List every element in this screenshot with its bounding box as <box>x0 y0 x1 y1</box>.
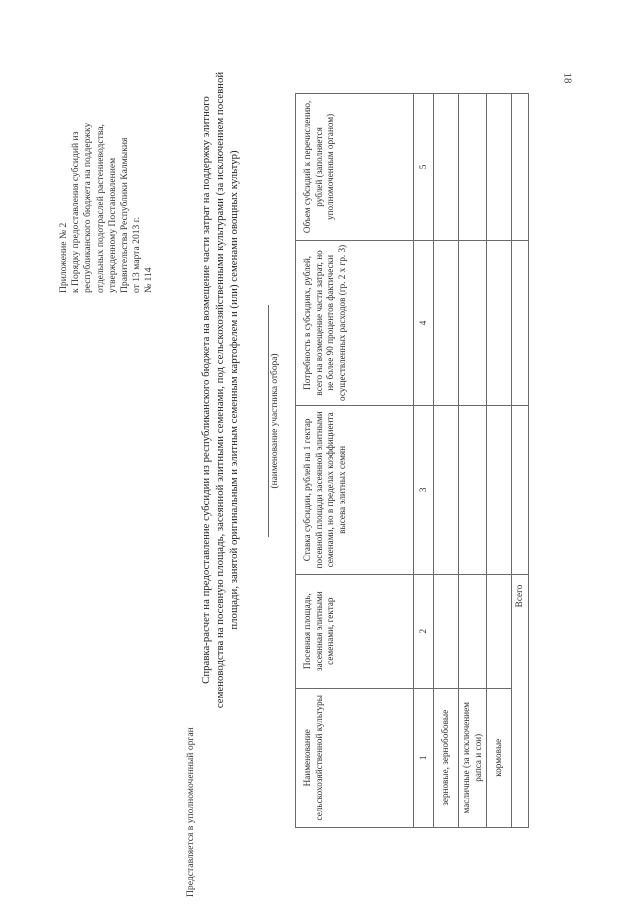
appendix-line: республиканского бюджета на поддержку <box>82 122 94 293</box>
table-row <box>434 94 459 828</box>
column-header-crop: Наименование сельскохозяйственной культуры <box>296 688 414 827</box>
column-header-transfer: Объем субсидий к перечислению, рублей (заполняется уполномоченным органом) <box>296 94 414 241</box>
column-header-area: Посевная площадь, засеянная элитными семенами, гектар <box>296 574 414 688</box>
empty-cell <box>459 574 487 688</box>
empty-cell <box>487 574 512 688</box>
empty-cell <box>487 94 512 241</box>
table-header-row <box>296 94 414 828</box>
appendix-line: Приложение № 2 <box>58 222 69 293</box>
appendix-line: от 13 марта 2013 г. <box>131 217 143 293</box>
empty-cell <box>459 405 487 574</box>
empty-cell <box>487 240 512 405</box>
crop-name-cell: масличные (за исключением рапса и сои) <box>459 688 487 827</box>
empty-cell <box>512 240 529 405</box>
empty-cell <box>434 405 459 574</box>
appendix-note <box>58 33 156 293</box>
document-title <box>200 5 241 775</box>
column-number: 3 <box>414 405 434 574</box>
column-numbers-row <box>414 94 434 828</box>
empty-cell <box>512 405 529 574</box>
total-row <box>512 94 529 828</box>
column-header-need: Потребность в субсидиях, рублей, всего на возмещение части затрат, но не более 90 процентов фактически осуществленных расходов (гр. 2 х гр. 3) <box>296 240 414 405</box>
crop-name-cell: зерновые, зернобобовые <box>434 688 459 827</box>
empty-cell <box>512 94 529 241</box>
empty-cell <box>434 240 459 405</box>
participant-caption: (наименование участника отбора) <box>270 353 280 489</box>
calculation-table <box>295 93 529 828</box>
column-number: 2 <box>414 574 434 688</box>
empty-cell <box>434 574 459 688</box>
column-header-rate: Ставка субсидии, рублей на 1 гектар посевной площади засеянной элитными семенами, но в пределах коэффициента высева элитных семян <box>296 405 414 574</box>
appendix-line: № 114 <box>143 267 155 293</box>
column-number: 1 <box>414 688 434 827</box>
empty-cell <box>459 94 487 241</box>
total-label: Всего <box>512 574 529 827</box>
appendix-line: Правительства Республики Калмыкия <box>119 137 131 293</box>
participant-name-line <box>268 305 269 537</box>
empty-cell <box>459 240 487 405</box>
appendix-line: к Порядку предоставления субсидий из <box>70 131 82 293</box>
empty-cell <box>487 405 512 574</box>
appendix-line: отдельных подотраслей растениеводства, <box>94 124 106 293</box>
crop-name-cell: кормовые <box>487 688 512 827</box>
title-line: семеноводства на посевную площадь, засеянной элитными семенами, под сельскохозяйственными культурами (за исключением посевной <box>213 71 226 709</box>
title-line: площади, занятой оригинальным и элитным семенным картофелем и (или) семенами овощных культур) <box>227 150 240 630</box>
title-line: Справка-расчет на предоставление субсидии из республиканского бюджета на возмещение части затрат на поддержку элитного <box>200 96 212 684</box>
column-number: 4 <box>414 240 434 405</box>
table-row <box>487 94 512 828</box>
page-number: 18 <box>561 72 574 84</box>
empty-cell <box>434 94 459 241</box>
appendix-line: утвержденному Постановлением <box>106 157 118 293</box>
provided-to-note: Представляется в уполномоченный орган <box>185 727 196 897</box>
column-number: 5 <box>414 94 434 241</box>
table-row <box>459 94 487 828</box>
